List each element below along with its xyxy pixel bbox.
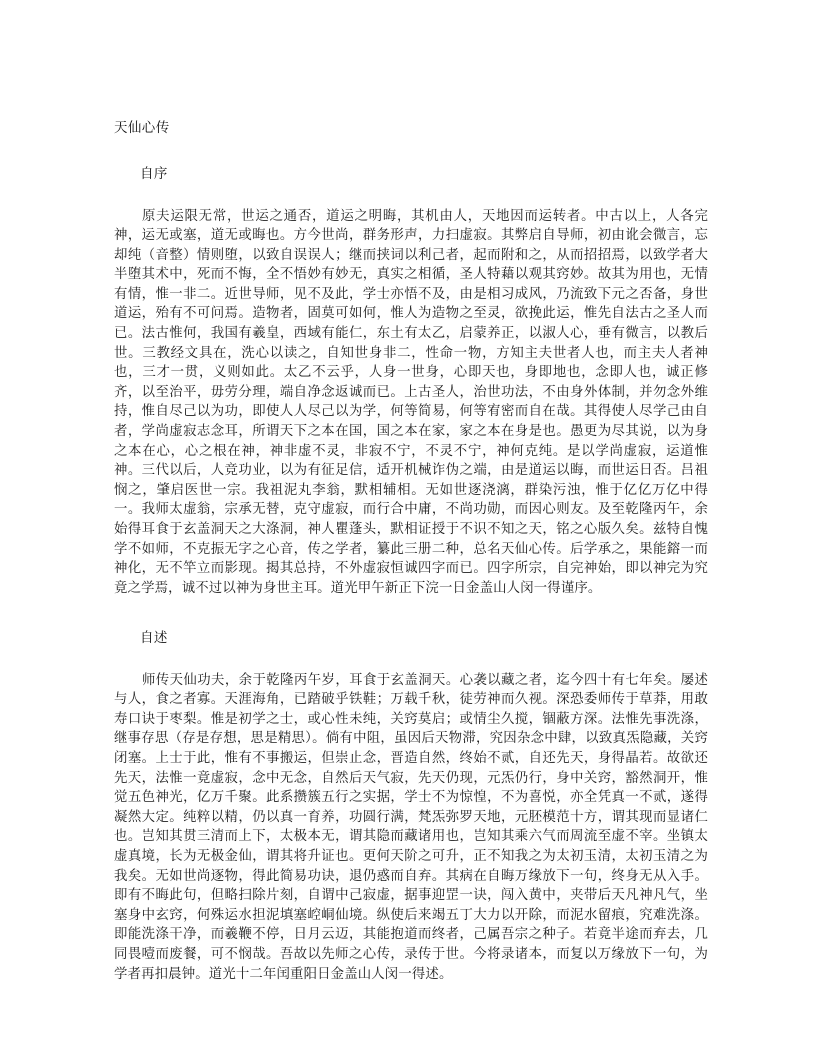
- section-paragraph-zixu: 原夫运限无常，世运之通否，道运之明晦，其机由人，天地因而运转者。中古以上，人各完神，运无或塞，道无或晦也。方今世尚，群务形声，力扫虚寂。其弊启自导师，初由讹会微言，忘却纯（音整）情则堕，以致自误误人；继而挟词以利己者，起而附和之，从而招招焉，以致学者大半堕其术中，死而不悔，全不悟妙有妙无，真实之相循，圣人特藉以观其窍妙。故其为用也，无情有情，惟一非二。近世导师，见不及此，学士亦悟不及，由是相习成风，乃流致下元之否备，身世道运，殆有不可问焉。造物者，固莫可如何，惟人为造物之至灵，欲挽此运，惟先自法古之圣人而已。法古惟何，我国有羲皇，西域有能仁，东土有太乙，启蒙养正，以淑人心，垂有微言，以教后世。三教经文具在，洗心以读之，自知世身非二，性命一物，方知主夫世者人也，而主夫人者神也，三才一贯，义则如此。太乙不云乎，人身一世身，心即天也，身即地也，念即人也，诚正修齐，以至治平，毋劳分理，端自净念返诚而已。上古圣人，治世功法，不由身外体制，并勿念外维持，惟自尽己以为功，即使人人尽己以为学，何等简易，何等宥密而自在哉。其得使人尽学己由自者，学尚虚寂志念耳，所谓天下之本在国，国之本在家，家之本在身是也。愚更为尽其说，以为身之本在心，心之根在神，神非虚不灵，非寂不宁，不灵不宁，神何克纯。是以学尚虚寂，运道惟神。三代以后，人竞功业，以为有征足信，适开机械诈伪之端，由是道运以晦，而世运日否。吕祖悯之，肇启医世一宗。我祖泥丸李翁，默相辅相。无如世逐浇漓，群染污浊，惟于亿亿万亿中得一。我师太虚翁，宗承无替，克守虚寂，而行合中庸，不尚功勋，而因心则友。及至乾隆丙午，余始得耳食于玄盖洞天之大涤洞，神人瞿蓬头，默相证授于不识不知之天，铭之心版久矣。兹特自愧学不如师，不克振无字之心音，传之学者，纂此三册二种，总名天仙心传。后学承之，果能鎔一而神化，无不竿立而影现。揭其总持，不外虚寂恒诚四字而已。四字所宗，自完神始，即以神完为究竟之学焉，诚不过以神为身世主耳。道光甲午新正下浣一日金盖山人闵一得谨序。: [114, 208, 708, 596]
- page-title: 天仙心传: [114, 120, 170, 136]
- section-heading-zishu: 自述: [140, 630, 168, 647]
- section-zixu: [114, 164, 708, 598]
- section-paragraph-zishu: 师传天仙功夫，余于乾隆丙午岁，耳食于玄盖洞天。心袭以藏之者，迄今四十有七年矣。屡述与人，食之者寡。天涯海角，已踏破乎铁鞋；万载千秋，徒劳神而久视。深恐委师传于草莽，用敢寿口诀于枣梨。惟是初学之士，或心性未纯，关窍莫启；或情尘久搅，锢蔽方深。法惟先事洗涤，继事存思（存是存想，思是精思）。倘有中阻，虽因后天物滞，究因杂念中肆，以致真炁隐藏，关窍闭塞。上士于此，惟有不事搬运，但崇止念，晋造自然，终始不贰，自还先天，身得晶若。故欲还先天，法惟一竟虚寂，念中无念，自然后天气寂，先天仍现，元炁仍行，身中关窍，豁然洞开，惟觉五色神光，亿万千聚。此系攒簇五行之实据，学士不为惊惶，不为喜悦，亦全凭真一不贰，遂得凝然大定。纯粹以精，仍以真一育养，功圆行满，梵炁弥罗天地，元胚模范十方，谓其现而显诸仁也。岂知其贯三清而上下，太极本无，谓其隐而藏诸用也，岂知其乘六气而周流至虚不宰。坐镇太虚真境，长为无极金仙，谓其将升证也。更何天阶之可升，正不知我之为太初玉清，太初玉清之为我矣。无如世尚逐物，得此简易功诀，退仍惑而自弃。其病在自晦万缘放下一句，终身无从入手。即有不晦此句，但略扫除片刻，自谓中己寂虚，据事迎罡一诀，闯入黄中，夹带后天凡神凡气，坐塞身中玄窍，何殊运水担泥填塞崆峒仙境。纵使后来竭五丁大力以开除，而泥水留痕，究难洗涤。即能洗涤干净，而羲鞭不停，日月云迈，其能抱道而终者，己属吾宗之种子。若竟半途而弃去，几同畏噎而废餐，可不悯哉。吾故以先师之心传，录传于世。今将录诸本，而复以万缘放下一句，为学者再扣晨钟。道光十二年闰重阳日金盖山人闵一得述。: [114, 672, 708, 982]
- section-zishu: [114, 628, 708, 984]
- section-heading-zixu: 自序: [140, 166, 168, 183]
